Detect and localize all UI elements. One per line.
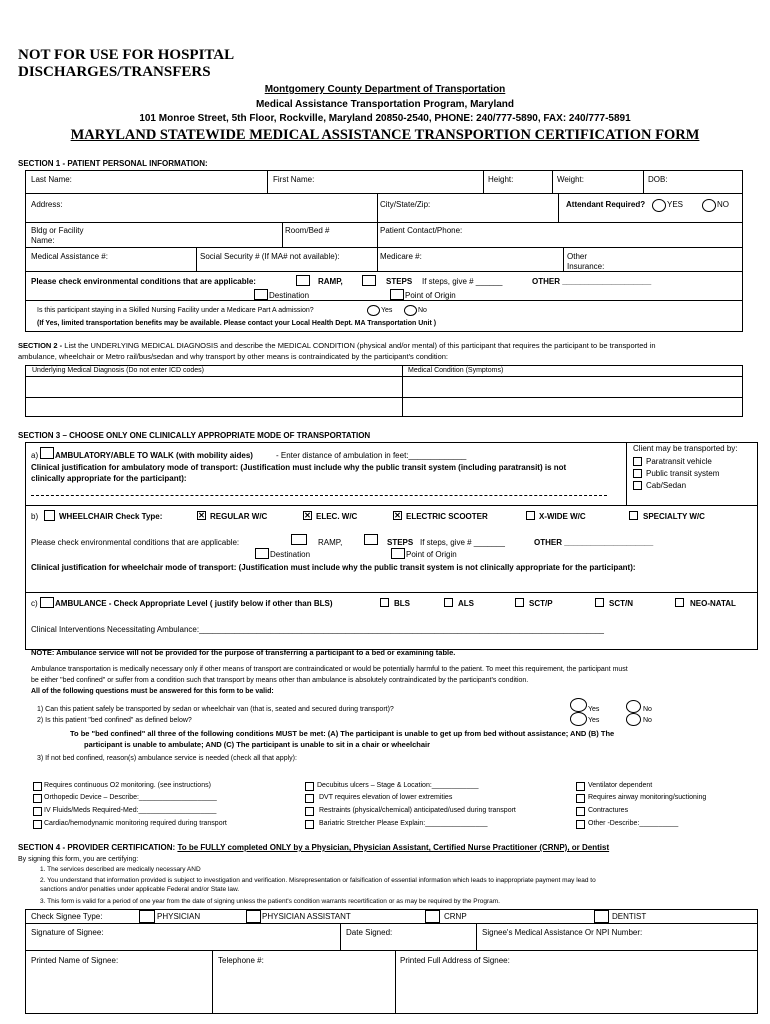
program-name: Medical Assistance Transportation Program, Maryland [255, 99, 515, 110]
als-checkbox[interactable] [444, 598, 453, 607]
certify-item-1: 1. The services described are medically necessary AND [40, 866, 201, 873]
department-name: Montgomery County Department of Transportation [264, 84, 506, 95]
iv-label: IV Fluids/Meds Required-Med:____________________ [44, 807, 217, 814]
ambulance-text-3: All of the following questions must be answered for this form to be valid: [31, 688, 274, 695]
city-label: City/State/Zip: [380, 200, 431, 209]
ramp-label: RAMP, [318, 277, 343, 286]
wc-other-label: OTHER ____________________ [534, 538, 654, 547]
sctn-checkbox[interactable] [595, 598, 604, 607]
restraints-checkbox[interactable] [305, 807, 314, 816]
wc-justification: Clinical justification for wheelchair mode of transport: (Justification must include why the public transit system is not clinically appropriate for the participant): [31, 563, 636, 572]
public-transit-label: Public transit system [646, 469, 720, 478]
q2-no-radio[interactable] [626, 713, 641, 726]
origin-label: Point of Origin [405, 291, 456, 300]
ambulance-text-1: Ambulance transportation is medically necessary only if other means of transport are contraindicated or would be potentially harmful to the patient. To meet this requirement, the participant must [31, 666, 628, 673]
xwide-wc-label: X-WIDE W/C [539, 512, 586, 521]
electric-scooter-label: ELECTRIC SCOOTER [406, 512, 488, 521]
wheelchair-title: WHEELCHAIR Check Type: [59, 512, 163, 521]
weight-label: Weight: [557, 175, 584, 184]
wheelchair-checkbox[interactable] [44, 510, 55, 521]
room-label: Room/Bed # [285, 226, 330, 235]
section3-heading: SECTION 3 – CHOOSE ONLY ONE CLINICALLY APPROPRIATE MODE OF TRANSPORTATION [18, 431, 371, 440]
als-label: ALS [458, 599, 474, 608]
crnp-label: CRNP [444, 912, 467, 921]
ambulatory-justification-2: clinically appropriate for the participant): [31, 474, 187, 483]
o2-checkbox[interactable] [33, 782, 42, 791]
ambulatory-checkbox[interactable] [40, 447, 54, 459]
question-1: 1) Can this patient safely be transported by sedan or wheelchair van (that is, seated and secured during transport)? [37, 706, 394, 713]
printed-address-label: Printed Full Address of Signee: [400, 956, 510, 965]
wheelchair-label: b) [31, 512, 39, 521]
airway-checkbox[interactable] [576, 794, 585, 803]
ramp-origin-checkbox[interactable] [254, 289, 268, 300]
question-3: 3) If not bed confined, reason(s) ambulance service is needed (check all that apply): [37, 755, 297, 762]
bed-confined-def-1: To be "bed confined" all three of the following conditions MUST be met: (A) The participant is unable to get up from bed without assistance; AND (B) The [70, 729, 615, 738]
bariatric-checkbox[interactable] [305, 820, 314, 829]
physician-label: PHYSICIAN [157, 912, 201, 921]
xwide-wc-checkbox[interactable] [526, 511, 535, 520]
q2-yes-radio[interactable] [570, 712, 587, 726]
ambulance-checkbox[interactable] [40, 597, 54, 608]
sctn-label: SCT/N [609, 599, 633, 608]
wc-steps-origin-checkbox[interactable] [391, 548, 405, 559]
public-transit-checkbox[interactable] [633, 469, 642, 478]
client-transport-label: Client may be transported by: [633, 444, 738, 453]
section2-text-2: ambulance, wheelchair or Metro rail/bus/sedan and why transport by other means is contraindicated by the participant's condition: [18, 352, 448, 361]
other-env-label: OTHER ____________________ [532, 277, 652, 286]
iv-checkbox[interactable] [33, 807, 42, 816]
wc-steps-label: STEPS [387, 538, 414, 547]
date-signed-label: Date Signed: [346, 928, 393, 937]
destination-label: Destination [269, 291, 310, 300]
dentist-checkbox[interactable] [594, 910, 609, 923]
last-name-label: Last Name: [31, 175, 72, 184]
section4-heading-2: To be FULLY completed ONLY by a Physician, Physician Assistant, Certified Nurse Practitioner (CRNP), or Dentist [177, 843, 610, 852]
dentist-label: DENTIST [612, 912, 647, 921]
steps-label: STEPS [386, 277, 413, 286]
section2-intro [18, 341, 656, 350]
attendant-no-radio[interactable] [702, 199, 716, 212]
section4-table [25, 909, 758, 1014]
attendant-yes-label: YES [667, 200, 684, 209]
restraints-label: Restraints (physical/chemical) anticipated/used during transport [319, 807, 516, 814]
ambulance-text-2: be either "bed confined" or suffer from a condition such that transport by means other than ambulance is absolutely contraindicated by the participant's condition. [31, 677, 529, 684]
dob-label: DOB: [648, 175, 668, 184]
wc-ifsteps-label: If steps, give # _______ [420, 538, 505, 547]
o2-label: Requires continuous O2 monitoring. (see instructions) [44, 782, 211, 789]
ambulatory-title: AMBULATORY/ABLE TO WALK (with mobility aides) [55, 451, 253, 460]
snf-no-radio[interactable] [404, 305, 417, 316]
cab-sedan-checkbox[interactable] [633, 481, 642, 490]
other-ins-label-1: Other [567, 252, 588, 261]
hospital-warning-line2: DISCHARGES/TRANSFERS [18, 64, 211, 80]
certify-item-3: 3. This form is valid for a period of one year from the date of signing unless the patient's condition warrants recertification or as may be required by the Program. [40, 898, 500, 905]
contractures-checkbox[interactable] [576, 807, 585, 816]
address-label: Address: [31, 200, 63, 209]
npi-label: Signee's Medical Assistance Or NPI Number: [482, 928, 643, 937]
bldg-label-1: Bldg or Facility [31, 226, 84, 235]
form-title: MARYLAND STATEWIDE MEDICAL ASSISTANCE TRANSPORTION CERTIFICATION FORM [70, 127, 700, 143]
snf-question: Is this participant staying in a Skilled Nursing Facility under a Medicare Part A admission? [37, 307, 314, 314]
decubitus-label: Decubitus ulcers – Stage & Location:____________ [317, 782, 479, 789]
diagnosis-col-header: Underlying Medical Diagnosis (Do not enter ICD codes) [32, 367, 204, 374]
snf-note: (If Yes, limited transportation benefits may be available. Please contact your Local Health Dept. MA Transportation Unit ) [37, 320, 437, 327]
q2-no-label: No [643, 717, 652, 724]
elec-wc-checkbox[interactable]: ✕ [304, 511, 311, 520]
orthopedic-checkbox[interactable] [33, 794, 42, 803]
q1-yes-label: Yes [588, 706, 600, 713]
cardiac-checkbox[interactable] [33, 820, 42, 829]
bls-label: BLS [394, 599, 410, 608]
signee-type-label: Check Signee Type: [31, 912, 103, 921]
cab-sedan-label: Cab/Sedan [646, 481, 687, 490]
hospital-warning-line1: NOT FOR USE FOR HOSPITAL [18, 47, 235, 63]
other-describe-checkbox[interactable] [576, 820, 585, 829]
condition-col-header: Medical Condition (Symptoms) [408, 367, 504, 374]
ambulatory-justification-1: Clinical justification for ambulatory mode of transport: (Justification must include why the public transit system (including paratransit) is not [31, 463, 567, 472]
bls-checkbox[interactable] [380, 598, 389, 607]
steps-destination-checkbox[interactable] [362, 275, 376, 286]
snf-yes-label: Yes [381, 307, 393, 314]
section2-text-1: List the UNDERLYING MEDICAL DIAGNOSIS and describe the MEDICAL CONDITION (physical and/or mental) of this participant that requires the participant to be transported in [64, 341, 656, 350]
attendant-no-label: NO [717, 200, 729, 209]
section4-heading: SECTION 4 - PROVIDER CERTIFICATION: [18, 843, 176, 852]
other-describe-label: Other -Describe:__________ [588, 820, 679, 827]
section1-heading: SECTION 1 - PATIENT PERSONAL INFORMATION: [18, 159, 208, 168]
ambulatory-distance: - Enter distance of ambulation in feet:_____________ [276, 451, 467, 460]
first-name-label: First Name: [273, 175, 315, 184]
certify-intro: By signing this form, you are certifying: [18, 856, 139, 863]
airway-label: Requires airway monitoring/suctioning [588, 794, 707, 801]
ventilator-label: Ventilator dependent [588, 782, 653, 789]
dvt-checkbox[interactable] [305, 794, 314, 803]
ambulance-title: AMBULANCE - Check Appropriate Level ( justify below if other than BLS) [55, 599, 333, 608]
pa-label: PHYSICIAN ASSISTANT [262, 912, 351, 921]
regular-wc-checkbox[interactable]: ✕ [198, 511, 205, 520]
pa-checkbox[interactable] [246, 910, 261, 923]
q1-no-label: No [643, 706, 652, 713]
question-2: 2) Is this patient "bed confined" as defined below? [37, 717, 192, 724]
neonatal-checkbox[interactable] [675, 598, 684, 607]
telephone-label: Telephone #: [218, 956, 264, 965]
wc-env-label: Please check environmental conditions that are applicable: [31, 538, 240, 547]
env-conditions-label: Please check environmental conditions that are applicable: [31, 277, 256, 286]
wc-ramp-destination-checkbox[interactable] [291, 534, 307, 545]
ambulance-label: c) [31, 599, 38, 608]
q2-yes-label: Yes [588, 717, 600, 724]
bed-confined-def-2: participant is unable to ambulate; AND (C) The participant is unable to sit in a chair or wheelchair [84, 740, 431, 749]
steps-origin-checkbox[interactable] [390, 289, 404, 300]
wc-steps-destination-checkbox[interactable] [364, 534, 378, 545]
sctp-label: SCT/P [529, 599, 553, 608]
physician-checkbox[interactable] [139, 910, 155, 923]
ssn-label: Social Security # (If MA# not available): [200, 252, 340, 261]
wc-ramp-origin-checkbox[interactable] [255, 548, 269, 559]
elec-wc-label: ELEC. W/C [316, 512, 358, 521]
section4-heading-line [18, 843, 609, 852]
attendant-label: Attendant Required? [566, 200, 646, 209]
electric-scooter-checkbox[interactable]: ✕ [394, 511, 401, 520]
decubitus-checkbox[interactable] [305, 782, 314, 791]
height-label: Height: [488, 175, 514, 184]
clinical-interventions: Clinical Interventions Necessitating Ambulance:___________________________________________________________________________________________ [31, 625, 604, 634]
ifsteps-label: If steps, give # ______ [422, 277, 503, 286]
snf-yes-radio[interactable] [367, 305, 380, 316]
sctp-checkbox[interactable] [515, 598, 524, 607]
paratransit-checkbox[interactable] [633, 457, 642, 466]
printed-name-label: Printed Name of Signee: [31, 956, 119, 965]
snf-no-label: No [418, 307, 427, 314]
paratransit-label: Paratransit vehicle [646, 457, 712, 466]
contact-label: Patient Contact/Phone: [380, 226, 463, 235]
signature-label: Signature of Signee: [31, 928, 104, 937]
wc-ramp-label: RAMP, [318, 538, 343, 547]
specialty-wc-checkbox[interactable] [629, 511, 638, 520]
other-ins-label-2: Insurance: [567, 262, 605, 271]
crnp-checkbox[interactable] [425, 910, 440, 923]
certify-item-2: 2. You understand that information provided is subject to investigation and verification. Misrepresentation or falsification of essential information which leads to inappropriate payment may lead to [40, 877, 596, 884]
attendant-yes-radio[interactable] [652, 199, 666, 212]
ambulatory-label: a) [31, 451, 39, 460]
ma-label: Medical Assistance #: [31, 252, 108, 261]
regular-wc-label: REGULAR W/C [210, 512, 268, 521]
ramp-destination-checkbox[interactable] [296, 275, 310, 286]
ventilator-checkbox[interactable] [576, 782, 585, 791]
q1-yes-radio[interactable] [570, 698, 587, 712]
q1-no-radio[interactable] [626, 700, 641, 713]
wc-destination-label: Destination [270, 550, 311, 559]
orthopedic-label: Orthopedic Device – Describe:____________________ [44, 794, 217, 801]
neonatal-label: NEO-NATAL [690, 599, 736, 608]
bldg-label-2: Name: [31, 236, 55, 245]
wc-origin-label: Point of Origin [406, 550, 457, 559]
specialty-wc-label: SPECIALTY W/C [643, 512, 705, 521]
certify-item-2b: sanctions and/or penalties under applicable Federal and/or State law. [40, 886, 240, 893]
department-address: 101 Monroe Street, 5th Floor, Rockville, Maryland 20850-2540, PHONE: 240/777-5890, FAX: 240/777-5891 [139, 113, 631, 124]
medicare-label: Medicare #: [380, 252, 422, 261]
bariatric-label: Bariatric Stretcher Please Explain:________________ [319, 820, 488, 827]
cardiac-label: Cardiac/hemodynamic monitoring required during transport [44, 820, 227, 827]
contractures-label: Contractures [588, 807, 629, 814]
ambulance-note: NOTE: Ambulance service will not be provided for the purpose of transferring a participant to a bed or examining table. [31, 648, 456, 657]
section2-heading: SECTION 2 - [18, 341, 63, 350]
dvt-label: DVT requires elevation of lower extremities [319, 794, 453, 801]
